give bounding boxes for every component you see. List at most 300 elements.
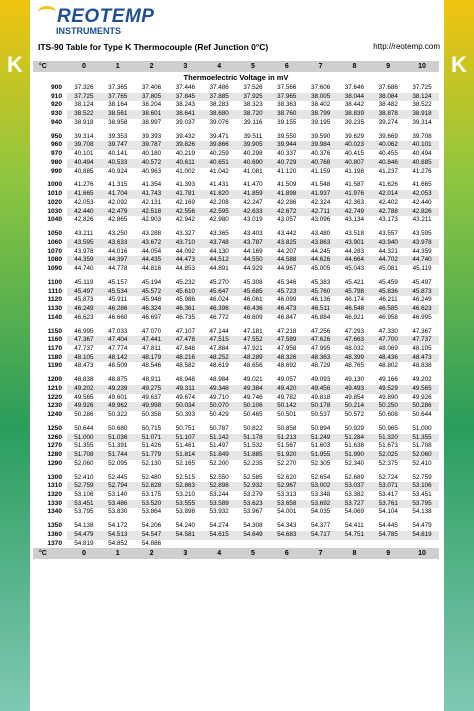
voltage-cell: 39.708 [412, 132, 432, 140]
voltage-cell: 43.403 [243, 230, 263, 238]
voltage-cell: 42.092 [108, 198, 128, 206]
voltage-cell: 38.522 [67, 110, 101, 119]
voltage-cell: 39.116 [243, 118, 263, 126]
table-row [33, 265, 439, 274]
voltage-cell: 38.839 [338, 110, 372, 119]
voltage-cell: 46.136 [310, 296, 331, 304]
voltage-cell: 50.286 [74, 411, 94, 419]
voltage-cell: 38.243 [175, 101, 195, 109]
swoosh-icon [38, 6, 56, 18]
table-row [33, 150, 439, 159]
table-row [33, 133, 439, 142]
voltage-cell: 53.623 [236, 500, 270, 509]
voltage-cell: 52.898 [202, 482, 236, 491]
voltage-cell: 46.361 [168, 305, 202, 314]
voltage-cell: 52.130 [141, 459, 162, 467]
voltage-cell: 41.665 [412, 181, 432, 189]
subtitle-row [33, 72, 439, 84]
voltage-cell: 53.417 [378, 491, 398, 499]
voltage-cell: 40.455 [378, 150, 398, 158]
voltage-cell: 44.473 [168, 256, 202, 265]
voltage-cell: 49.529 [371, 385, 405, 394]
voltage-cell: 46.921 [344, 313, 365, 321]
temperature-label: 1030 [47, 207, 62, 215]
voltage-cell: 50.715 [141, 424, 162, 432]
voltage-cell: 39.274 [378, 118, 398, 126]
voltage-cell: 45.119 [74, 278, 94, 286]
voltage-cell: 40.572 [135, 159, 169, 168]
voltage-cell: 49.057 [277, 376, 297, 384]
voltage-cell: 48.582 [175, 362, 195, 370]
temperature-label: 930 [50, 110, 62, 118]
table-row [33, 451, 439, 460]
voltage-cell: 53.002 [304, 482, 338, 491]
voltage-cell: 41.898 [270, 190, 304, 199]
voltage-cell: 39.905 [236, 141, 270, 150]
voltage-cell: 49.348 [202, 385, 236, 394]
table-row [33, 425, 439, 434]
temperature-label: 1100 [47, 278, 62, 286]
voltage-cell: 38.561 [101, 110, 135, 119]
voltage-cell: 42.363 [344, 198, 365, 206]
brand-subtitle: INSTRUMENTS [56, 26, 121, 36]
voltage-cell: 38.442 [344, 101, 365, 109]
voltage-cell: 45.497 [412, 278, 432, 286]
voltage-cell: 41.976 [338, 190, 372, 199]
voltage-cell: 37.805 [135, 93, 169, 102]
voltage-cell: 47.663 [338, 336, 372, 345]
voltage-cell: 45.873 [74, 296, 94, 304]
voltage-cell: 38.084 [371, 93, 405, 102]
voltage-cell: 49.493 [338, 385, 372, 394]
temperature-label: 1250 [47, 424, 62, 432]
voltage-cell: 46.660 [108, 313, 128, 321]
voltage-cell: 46.735 [175, 313, 195, 321]
voltage-cell: 41.081 [243, 167, 263, 175]
voltage-cell: 38.005 [304, 93, 338, 102]
voltage-cell: 51.708 [67, 451, 101, 460]
temperature-label: 950 [50, 132, 62, 140]
voltage-cell: 47.144 [209, 327, 229, 335]
table-row [33, 434, 439, 443]
voltage-cell: 37.365 [108, 84, 128, 91]
voltage-cell: 38.680 [202, 110, 236, 119]
voltage-cell: 39.944 [270, 141, 304, 150]
voltage-cell: 50.178 [304, 402, 338, 411]
voltage-cell: 38.124 [405, 93, 439, 102]
voltage-cell: 44.626 [304, 256, 338, 265]
voltage-cell: 53.555 [168, 500, 202, 509]
voltage-cell: 39.984 [304, 141, 338, 150]
temperature-label: 1280 [47, 451, 62, 459]
voltage-cell: 44.816 [141, 264, 162, 272]
voltage-cell: 54.819 [405, 531, 439, 540]
voltage-cell: 43.019 [243, 216, 263, 224]
voltage-cell: 43.211 [74, 230, 94, 238]
voltage-cell: 52.828 [135, 482, 169, 491]
table-row [33, 460, 439, 469]
voltage-cell: 46.995 [412, 313, 432, 321]
voltage-cell: 44.778 [108, 264, 128, 272]
column-header: 8 [338, 61, 372, 72]
voltage-cell: 52.410 [412, 459, 432, 467]
voltage-cell: 38.482 [378, 101, 398, 109]
voltage-cell: 42.672 [270, 208, 304, 217]
voltage-cell: 48.216 [168, 354, 202, 363]
temperature-label: 1110 [48, 287, 62, 295]
column-footer: °C [33, 548, 67, 559]
column-header-row [33, 61, 439, 72]
voltage-cell: 52.515 [175, 473, 195, 481]
temperature-label: 1220 [47, 393, 62, 401]
voltage-cell: 39.314 [74, 132, 94, 140]
temperature-label: 900 [50, 84, 62, 91]
table-row [33, 159, 439, 168]
voltage-cell: 46.099 [277, 296, 297, 304]
voltage-cell: 46.958 [378, 313, 398, 321]
voltage-cell: 42.711 [304, 208, 338, 217]
voltage-cell: 43.940 [371, 239, 405, 248]
voltage-cell: 54.172 [108, 522, 128, 530]
voltage-cell: 44.967 [277, 264, 297, 272]
voltage-cell: 52.550 [209, 473, 229, 481]
voltage-cell: 44.435 [135, 256, 169, 265]
voltage-cell: 52.340 [344, 459, 365, 467]
voltage-cell: 52.932 [236, 482, 270, 491]
voltage-cell: 45.383 [310, 278, 331, 286]
temperature-label: 920 [50, 101, 62, 109]
voltage-cell: 41.937 [304, 190, 338, 199]
voltage-cell: 45.459 [378, 278, 398, 286]
table-row [33, 230, 439, 239]
voltage-cell: 45.157 [108, 278, 128, 286]
voltage-cell: 42.826 [405, 208, 439, 217]
voltage-cell: 51.638 [344, 442, 365, 450]
voltage-cell: 48.984 [209, 376, 229, 384]
voltage-cell: 44.092 [175, 247, 195, 255]
voltage-cell: 48.436 [371, 354, 405, 363]
voltage-cell: 50.501 [277, 411, 297, 419]
voltage-cell: 51.673 [378, 442, 398, 450]
table-row [33, 256, 439, 265]
voltage-cell: 41.859 [236, 190, 270, 199]
temperature-label: 1060 [47, 238, 62, 246]
voltage-cell: 40.807 [338, 159, 372, 168]
voltage-cell: 38.044 [338, 93, 372, 102]
voltage-cell: 49.746 [243, 393, 263, 401]
voltage-cell: 48.032 [344, 344, 365, 352]
voltage-cell: 39.314 [412, 118, 432, 126]
voltage-cell: 43.633 [101, 239, 135, 248]
voltage-cell [236, 540, 270, 549]
voltage-cell: 51.355 [74, 442, 94, 450]
voltage-cell: 45.534 [101, 288, 135, 297]
voltage-cell: 53.106 [74, 491, 94, 499]
voltage-cell: 40.846 [371, 159, 405, 168]
voltage-cell: 53.071 [371, 482, 405, 491]
voltage-cell [338, 540, 372, 549]
voltage-cell: 43.595 [412, 230, 432, 238]
voltage-cell: 38.799 [304, 110, 338, 119]
voltage-cell: 54.104 [378, 508, 398, 516]
voltage-cell: 53.313 [277, 491, 297, 499]
voltage-cell: 45.308 [243, 278, 263, 286]
voltage-cell: 44.207 [277, 247, 297, 255]
voltage-cell: 44.283 [344, 247, 365, 255]
voltage-cell: 45.836 [371, 288, 405, 297]
voltage-cell: 46.623 [405, 305, 439, 314]
voltage-cell: 41.159 [310, 167, 331, 175]
voltage-cell: 37.406 [141, 84, 162, 91]
voltage-cell: 50.250 [371, 402, 405, 411]
voltage-cell: 39.432 [175, 132, 195, 140]
voltage-cell: 45.081 [378, 264, 398, 272]
voltage-cell: 49.637 [141, 393, 162, 401]
voltage-cell: 43.978 [405, 239, 439, 248]
temperature-label: 1080 [47, 256, 62, 264]
voltage-cell: 37.446 [175, 84, 195, 91]
voltage-cell: 39.629 [344, 132, 365, 140]
table-row [33, 248, 439, 257]
voltage-cell: 46.249 [412, 296, 432, 304]
voltage-cell: 47.404 [101, 336, 135, 345]
temperature-label: 1050 [47, 230, 62, 238]
voltage-cell: 43.557 [378, 230, 398, 238]
voltage-cell: 41.042 [209, 167, 229, 175]
voltage-cell: 52.620 [277, 473, 297, 481]
voltage-cell: 50.465 [243, 411, 263, 419]
voltage-cell: 50.929 [344, 424, 365, 432]
voltage-cell: 42.247 [243, 198, 263, 206]
table-row [33, 279, 439, 288]
voltage-cell: 44.740 [74, 264, 94, 272]
voltage-cell: 53.761 [371, 500, 405, 509]
temperature-label: 970 [50, 150, 62, 158]
voltage-cell: 46.211 [378, 296, 398, 304]
voltage-cell: 49.782 [277, 393, 297, 401]
voltage-cell: 53.244 [209, 491, 229, 499]
voltage-cell: 43.748 [202, 239, 236, 248]
temperature-label: 1140 [47, 313, 62, 321]
voltage-cell: 43.173 [378, 216, 398, 224]
left-color-band [0, 0, 30, 711]
voltage-cell: 52.445 [108, 473, 128, 481]
temperature-label: 1120 [47, 296, 62, 304]
voltage-cell: 48.363 [304, 354, 338, 363]
voltage-cell: 48.729 [310, 362, 331, 370]
voltage-cell: 51.142 [202, 434, 236, 443]
column-header: 1 [101, 61, 135, 72]
voltage-cell: 46.286 [101, 305, 135, 314]
voltage-cell: 42.749 [338, 208, 372, 217]
voltage-cell: 52.305 [310, 459, 331, 467]
voltage-cell: 54.819 [74, 539, 94, 547]
voltage-cell: 37.925 [236, 93, 270, 102]
voltage-cell: 54.683 [270, 531, 304, 540]
voltage-cell: 50.787 [209, 424, 229, 432]
column-footer: 3 [168, 548, 202, 559]
voltage-cell: 44.664 [338, 256, 372, 265]
voltage-cell: 37.486 [209, 84, 229, 91]
voltage-cell: 51.107 [168, 434, 202, 443]
voltage-cell: 40.924 [108, 167, 128, 175]
voltage-cell: 39.747 [101, 141, 135, 150]
voltage-cell: 53.175 [141, 491, 162, 499]
temperature-label: 1310 [47, 482, 62, 490]
voltage-cell: 40.298 [243, 150, 263, 158]
voltage-cell: 42.286 [277, 198, 297, 206]
voltage-cell: 50.106 [236, 402, 270, 411]
voltage-cell: 49.239 [101, 385, 135, 394]
voltage-cell: 40.690 [236, 159, 270, 168]
voltage-cell: 39.826 [168, 141, 202, 150]
voltage-cell: 40.259 [209, 150, 229, 158]
temperature-label: 1160 [47, 336, 62, 344]
voltage-cell: 45.760 [304, 288, 338, 297]
voltage-cell: 40.885 [405, 159, 439, 168]
voltage-cell: 52.375 [378, 459, 398, 467]
voltage-cell: 43.672 [135, 239, 169, 248]
table-row [33, 239, 439, 248]
voltage-cell: 51.885 [236, 451, 270, 460]
voltage-cell: 39.708 [67, 141, 101, 150]
voltage-cell: 48.875 [108, 376, 128, 384]
voltage-cell: 45.911 [108, 296, 128, 304]
voltage-cell: 54.479 [412, 522, 432, 530]
temperature-label: 1360 [47, 531, 62, 539]
voltage-cell: 41.198 [344, 167, 365, 175]
voltage-cell: 47.256 [310, 327, 331, 335]
voltage-cell: 51.071 [135, 434, 169, 443]
voltage-cell: 48.619 [209, 362, 229, 370]
voltage-cell: 48.326 [270, 354, 304, 363]
voltage-cell: 44.245 [310, 247, 331, 255]
voltage-cell: 53.932 [209, 508, 229, 516]
temperature-label: 1260 [47, 433, 62, 441]
voltage-cell: 45.119 [412, 264, 432, 272]
temperature-label: 1170 [47, 344, 62, 352]
voltage-cell: 43.595 [67, 239, 101, 248]
voltage-cell: 51.320 [371, 434, 405, 443]
temperature-label: 1020 [47, 198, 62, 206]
table-row [33, 141, 439, 150]
type-k-letter-left: K [7, 52, 23, 77]
voltage-cell: 44.321 [378, 247, 398, 255]
voltage-cell: 43.096 [310, 216, 331, 224]
voltage-cell: 42.556 [168, 208, 202, 217]
voltage-cell: 54.717 [304, 531, 338, 540]
voltage-cell: 52.060 [405, 451, 439, 460]
voltage-cell: 53.658 [270, 500, 304, 509]
voltage-cell: 49.565 [405, 385, 439, 394]
voltage-cell: 52.025 [371, 451, 405, 460]
voltage-cell: 50.608 [378, 411, 398, 419]
voltage-cell: 50.070 [202, 402, 236, 411]
voltage-cell: 41.354 [141, 181, 162, 189]
voltage-cell: 38.601 [135, 110, 169, 119]
voltage-cell: 43.901 [338, 239, 372, 248]
column-footer: 5 [236, 548, 270, 559]
voltage-cell: 40.180 [141, 150, 162, 158]
voltage-cell: 53.692 [304, 500, 338, 509]
voltage-cell: 42.208 [209, 198, 229, 206]
voltage-cell [168, 540, 202, 549]
voltage-cell: 44.853 [175, 264, 195, 272]
temperature-label: 1070 [47, 247, 62, 255]
website-link[interactable]: http://reotemp.com [373, 42, 440, 51]
voltage-cell: 54.886 [141, 539, 162, 547]
voltage-cell: 45.497 [67, 288, 101, 297]
voltage-cell: 47.884 [209, 344, 229, 352]
voltage-cell: 45.005 [310, 264, 331, 272]
voltage-cell: 41.820 [202, 190, 236, 199]
voltage-cell: 46.398 [202, 305, 236, 314]
voltage-cell: 38.363 [277, 101, 297, 109]
table-row [33, 482, 439, 491]
voltage-cell: 50.858 [277, 424, 297, 432]
voltage-cell: 42.324 [310, 198, 331, 206]
voltage-cell: 54.069 [344, 508, 365, 516]
voltage-cell: 47.626 [304, 336, 338, 345]
voltage-cell: 42.053 [405, 190, 439, 199]
voltage-cell: 51.000 [412, 424, 432, 432]
page-header [30, 0, 444, 60]
voltage-cell: 54.513 [101, 531, 135, 540]
voltage-cell: 48.105 [67, 354, 101, 363]
table-row [33, 531, 439, 540]
voltage-cell: 47.367 [412, 327, 432, 335]
voltage-cell: 46.585 [371, 305, 405, 314]
voltage-cell: 38.204 [141, 101, 162, 109]
voltage-cell: 48.179 [135, 354, 169, 363]
voltage-cell: 39.590 [310, 132, 331, 140]
voltage-cell: 49.420 [270, 385, 304, 394]
voltage-cell: 51.744 [101, 451, 135, 460]
voltage-cell: 38.402 [310, 101, 331, 109]
table-row [33, 199, 439, 208]
voltage-cell: 45.610 [168, 288, 202, 297]
voltage-cell: 49.275 [135, 385, 169, 394]
temperature-label: 1200 [47, 376, 62, 384]
voltage-cell: 41.704 [101, 190, 135, 199]
voltage-cell: 46.473 [270, 305, 304, 314]
voltage-cell: 39.155 [277, 118, 297, 126]
column-header: 7 [304, 61, 338, 72]
voltage-cell: 43.211 [412, 216, 432, 224]
voltage-cell: 47.921 [243, 344, 263, 352]
voltage-cell: 39.235 [344, 118, 365, 126]
voltage-cell: 40.611 [168, 159, 202, 168]
voltage-cell: 45.798 [338, 288, 372, 297]
temperature-label: 1350 [47, 522, 62, 530]
voltage-cell: 37.526 [243, 84, 263, 91]
voltage-cell: 46.324 [135, 305, 169, 314]
voltage-cell: 53.106 [405, 482, 439, 491]
voltage-cell: 49.130 [344, 376, 365, 384]
voltage-cell: 48.105 [412, 344, 432, 352]
column-header: °C [33, 61, 67, 72]
voltage-cell [304, 540, 338, 549]
voltage-cell: 40.885 [74, 167, 94, 175]
table-row [33, 314, 439, 323]
voltage-cell: 53.210 [175, 491, 195, 499]
column-footer: 7 [304, 548, 338, 559]
voltage-cell: 45.685 [236, 288, 270, 297]
voltage-cell: 53.795 [74, 508, 94, 516]
voltage-cell: 41.743 [135, 190, 169, 199]
voltage-cell: 50.572 [344, 411, 365, 419]
column-footer: 8 [338, 548, 372, 559]
